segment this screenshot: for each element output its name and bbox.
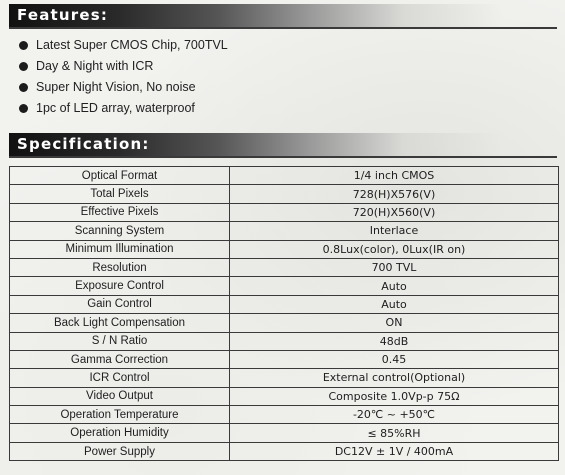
spec-value: 720(H)X560(V)	[230, 203, 559, 221]
table-row	[10, 277, 559, 295]
table-row	[10, 167, 559, 185]
feature-item	[19, 35, 228, 56]
spec-label: Optical Format	[10, 167, 230, 185]
spec-label: Minimum Illumination	[10, 240, 230, 258]
spec-value: Auto	[230, 295, 559, 313]
feature-item	[19, 98, 228, 119]
features-banner	[9, 4, 557, 29]
spec-value: 700 TVL	[230, 258, 559, 276]
spec-label: Operation Humidity	[10, 424, 230, 442]
spec-value: ON	[230, 314, 559, 332]
table-row	[10, 240, 559, 258]
table-row	[10, 258, 559, 276]
feature-text: Latest Super CMOS Chip, 700TVL	[36, 38, 228, 52]
table-row	[10, 369, 559, 387]
feature-text: Super Night Vision, No noise	[36, 80, 196, 94]
spec-value: -20℃ ~ +50℃	[230, 406, 559, 424]
table-row	[10, 314, 559, 332]
bullet-icon	[19, 104, 28, 113]
table-row	[10, 222, 559, 240]
table-row	[10, 442, 559, 460]
spec-value: Auto	[230, 277, 559, 295]
spec-label: Scanning System	[10, 222, 230, 240]
spec-label: ICR Control	[10, 369, 230, 387]
table-row	[10, 424, 559, 442]
spec-value: 48dB	[230, 332, 559, 350]
feature-text: Day & Night with ICR	[36, 59, 154, 73]
spec-value: Interlace	[230, 222, 559, 240]
features-title: Features:	[17, 6, 109, 24]
spec-value: 1/4 inch CMOS	[230, 167, 559, 185]
spec-label: Effective Pixels	[10, 203, 230, 221]
spec-label: Video Output	[10, 387, 230, 405]
specification-banner	[9, 133, 557, 158]
table-row	[10, 387, 559, 405]
spec-label: Back Light Compensation	[10, 314, 230, 332]
specification-table	[9, 166, 559, 461]
bullet-icon	[19, 62, 28, 71]
spec-value: DC12V ± 1V / 400mA	[230, 442, 559, 460]
spec-label: Operation Temperature	[10, 406, 230, 424]
spec-label: Total Pixels	[10, 185, 230, 203]
specification-title: Specification:	[17, 135, 150, 153]
feature-text: 1pc of LED array, waterproof	[36, 101, 195, 115]
spec-value: ≤ 85%RH	[230, 424, 559, 442]
spec-label: Exposure Control	[10, 277, 230, 295]
spec-value: 0.45	[230, 350, 559, 368]
table-row	[10, 185, 559, 203]
spec-label: Power Supply	[10, 442, 230, 460]
spec-label: Gain Control	[10, 295, 230, 313]
spec-value: 728(H)X576(V)	[230, 185, 559, 203]
spec-value: 0.8Lux(color), 0Lux(IR on)	[230, 240, 559, 258]
table-row	[10, 406, 559, 424]
spec-value: External control(Optional)	[230, 369, 559, 387]
table-row	[10, 332, 559, 350]
feature-item	[19, 56, 228, 77]
spec-label: Gamma Correction	[10, 350, 230, 368]
features-list	[19, 35, 228, 119]
bullet-icon	[19, 83, 28, 92]
table-row	[10, 295, 559, 313]
bullet-icon	[19, 41, 28, 50]
spec-value: Composite 1.0Vp-p 75Ω	[230, 387, 559, 405]
feature-item	[19, 77, 228, 98]
spec-label: Resolution	[10, 258, 230, 276]
table-row	[10, 350, 559, 368]
spec-label: S / N Ratio	[10, 332, 230, 350]
table-row	[10, 203, 559, 221]
